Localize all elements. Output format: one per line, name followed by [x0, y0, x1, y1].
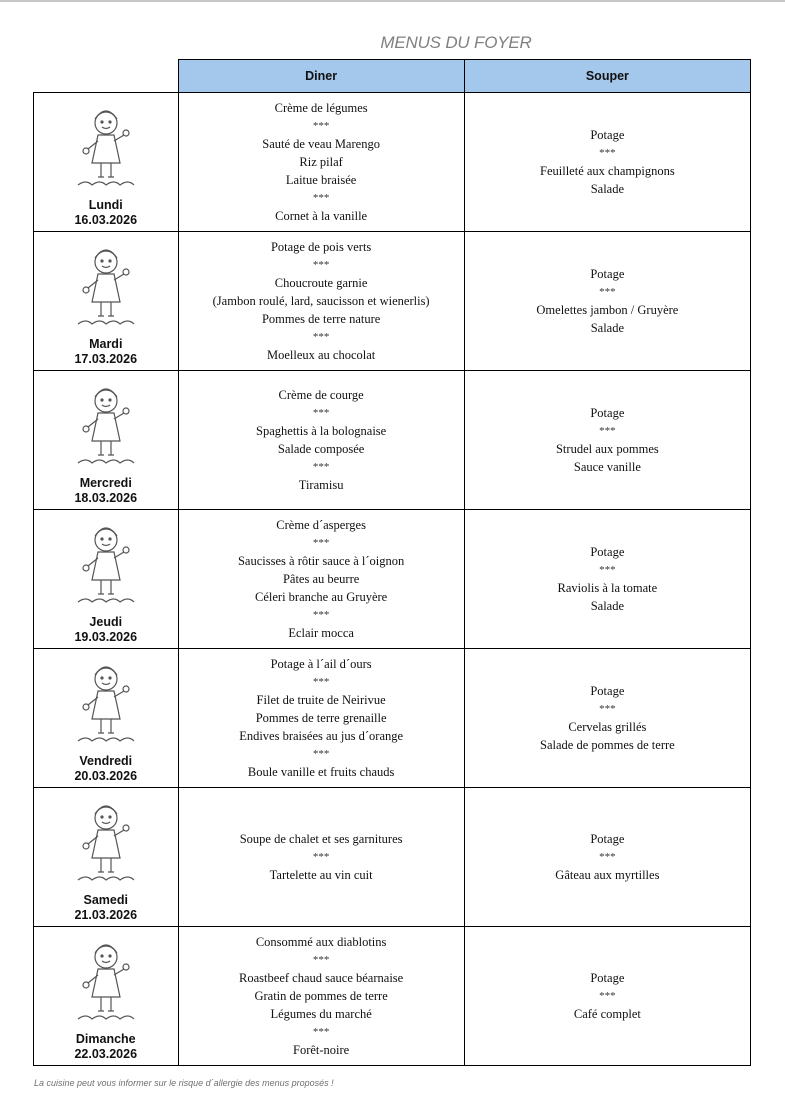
souper-cell	[464, 927, 750, 1066]
day-row	[34, 788, 751, 927]
dish-item: Tiramisu	[298, 478, 344, 492]
course-separator: ***	[599, 703, 616, 715]
dish-item: Potage	[590, 128, 625, 142]
dish-item: Endives braisées au jus d´orange	[239, 729, 404, 743]
course-separator: ***	[312, 192, 330, 204]
dish-item: Riz pilaf	[299, 155, 343, 169]
course-separator: ***	[599, 564, 616, 576]
day-row	[34, 927, 751, 1066]
dish-item: Céleri branche au Gruyère	[255, 590, 388, 604]
day-date: 19.03.2026	[74, 630, 138, 644]
course-separator: ***	[312, 609, 330, 621]
menu-body	[34, 93, 751, 1066]
day-row	[34, 232, 751, 371]
course-separator: ***	[312, 461, 330, 473]
page-title: MENUS DU FOYER	[380, 33, 532, 52]
menu-table	[33, 59, 751, 1066]
day-cell	[34, 927, 179, 1066]
dish-item: Sauté de veau Marengo	[262, 137, 380, 151]
souper-cell	[464, 649, 750, 788]
dish-item: Salade	[590, 321, 625, 335]
dish-item: Crème d´asperges	[276, 518, 366, 532]
course-separator: ***	[312, 407, 330, 419]
day-row	[34, 510, 751, 649]
dish-item: Boule vanille et fruits chauds	[247, 765, 395, 779]
course-separator: ***	[312, 851, 330, 863]
course-separator: ***	[312, 259, 330, 271]
day-row	[34, 371, 751, 510]
day-date: 22.03.2026	[74, 1047, 138, 1061]
day-cell	[34, 510, 179, 649]
gnome-girl-icon	[74, 375, 138, 471]
day-date: 18.03.2026	[74, 491, 138, 505]
dish-item: Sauce vanille	[573, 460, 641, 474]
day-name: Mercredi	[79, 476, 132, 490]
dish-item: Potage de pois verts	[270, 240, 372, 254]
dish-item: Cervelas grillés	[568, 720, 647, 734]
souper-cell	[464, 371, 750, 510]
course-separator: ***	[312, 120, 330, 132]
diner-cell	[178, 371, 464, 510]
day-name: Vendredi	[79, 754, 133, 768]
day-label	[34, 1032, 178, 1062]
dish-item: Salade composée	[277, 442, 365, 456]
day-date: 20.03.2026	[74, 769, 138, 783]
course-separator: ***	[312, 331, 330, 343]
dish-item: Crème de courge	[278, 388, 364, 402]
day-row	[34, 649, 751, 788]
jumping-child-icon	[74, 792, 138, 888]
dish-item: Potage	[590, 545, 625, 559]
day-name: Jeudi	[89, 615, 123, 629]
dish-item: (Jambon roulé, lard, saucisson et wienerlis)	[212, 294, 430, 308]
dish-item: Pommes de terre nature	[261, 312, 381, 326]
dish-item: Potage à l´ail d´ours	[270, 657, 372, 671]
course-separator: ***	[312, 537, 330, 549]
dish-item: Spaghettis à la bolognaise	[256, 424, 387, 438]
dish-item: Salade de pommes de terre	[540, 738, 675, 752]
day-cell	[34, 649, 179, 788]
dish-item: Potage	[590, 971, 625, 985]
souper-cell	[464, 788, 750, 927]
dish-item: Cornet à la vanille	[275, 209, 368, 223]
day-label	[34, 198, 178, 228]
dish-item: Crème de légumes	[274, 101, 368, 115]
course-separator: ***	[312, 1026, 330, 1038]
day-cell	[34, 788, 179, 927]
dish-item: Salade	[590, 182, 625, 196]
dish-item: Eclair mocca	[288, 626, 354, 640]
day-label	[34, 615, 178, 645]
allergy-notice: La cuisine peut vous informer sur le risque d´allergie des menus proposés !	[34, 1078, 334, 1088]
diner-cell	[178, 927, 464, 1066]
dish-item: Légumes du marché	[270, 1007, 372, 1021]
day-label	[34, 754, 178, 784]
course-separator: ***	[312, 954, 330, 966]
diner-cell	[178, 649, 464, 788]
day-cell	[34, 371, 179, 510]
course-separator: ***	[599, 147, 616, 159]
dish-item: Salade	[590, 599, 625, 613]
child-with-flowers-sun-icon	[74, 97, 138, 193]
children-on-bicycle-icon	[74, 931, 138, 1027]
course-separator: ***	[312, 676, 330, 688]
souper-cell	[464, 93, 750, 232]
dish-item: Moelleux au chocolat	[266, 348, 376, 362]
dish-item: Choucroute garnie	[274, 276, 368, 290]
dish-item: Raviolis à la tomate	[557, 581, 658, 595]
header-row	[34, 60, 751, 93]
day-name: Dimanche	[75, 1032, 136, 1046]
dish-item: Saucisses à rôtir sauce à l´oignon	[237, 554, 405, 568]
course-separator: ***	[599, 851, 616, 863]
diner-cell	[178, 788, 464, 927]
dish-item: Potage	[590, 267, 625, 281]
dish-item: Filet de truite de Neirivue	[256, 693, 386, 707]
dish-item: Roastbeef chaud sauce béarnaise	[239, 971, 404, 985]
header-blank-cell	[34, 60, 179, 93]
column-header-souper: Souper	[464, 60, 750, 93]
dish-item: Potage	[590, 684, 625, 698]
dish-item: Strudel aux pommes	[555, 442, 659, 456]
day-row	[34, 93, 751, 232]
day-name: Samedi	[83, 893, 128, 907]
dish-item: Omelettes jambon / Gruyère	[536, 303, 679, 317]
day-date: 21.03.2026	[74, 908, 138, 922]
dish-item: Potage	[590, 406, 625, 420]
dish-item: Consommé aux diablotins	[255, 935, 387, 949]
top-rule	[0, 0, 785, 2]
course-separator: ***	[599, 425, 616, 437]
course-separator: ***	[312, 748, 330, 760]
girl-smelling-flowers-icon	[74, 653, 138, 749]
dish-item: Pommes de terre grenaille	[255, 711, 387, 725]
diner-cell	[178, 93, 464, 232]
day-name: Mardi	[89, 337, 123, 351]
dish-item: Café complet	[573, 1007, 641, 1021]
dish-item: Laitue braisée	[285, 173, 357, 187]
dish-item: Pâtes au beurre	[282, 572, 360, 586]
souper-cell	[464, 232, 750, 371]
dish-item: Potage	[590, 832, 625, 846]
dish-item: Feuilleté aux champignons	[540, 164, 675, 178]
day-label	[34, 893, 178, 923]
dish-item: Gratin de pommes de terre	[254, 989, 388, 1003]
day-cell	[34, 93, 179, 232]
souper-cell	[464, 510, 750, 649]
dish-item: Tartelette au vin cuit	[269, 868, 373, 882]
day-date: 16.03.2026	[74, 213, 138, 227]
day-cell	[34, 232, 179, 371]
girl-picking-flowers-icon	[74, 514, 138, 610]
course-separator: ***	[599, 990, 616, 1002]
course-separator: ***	[599, 286, 616, 298]
diner-cell	[178, 232, 464, 371]
day-label	[34, 337, 178, 367]
day-label	[34, 476, 178, 506]
day-date: 17.03.2026	[74, 352, 138, 366]
dish-item: Soupe de chalet et ses garnitures	[239, 832, 403, 846]
day-name: Lundi	[88, 198, 123, 212]
column-header-diner: Diner	[178, 60, 464, 93]
dish-item: Forêt-noire	[293, 1043, 350, 1057]
dish-item: Gâteau aux myrtilles	[555, 868, 660, 882]
gnome-boy-with-flowers-icon	[74, 236, 138, 332]
diner-cell	[178, 510, 464, 649]
